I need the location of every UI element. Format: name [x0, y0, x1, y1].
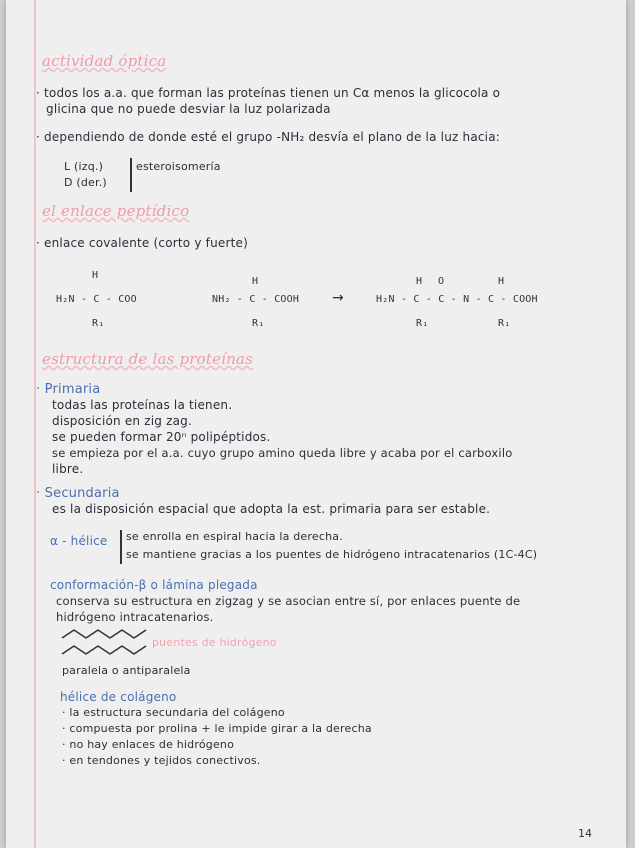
brace: [120, 530, 122, 564]
primaria-label: · Primaria: [36, 382, 101, 397]
bullet-text: glicina que no puede desviar la luz polarizada: [46, 102, 331, 116]
beta-label: conformación-β o lámina plegada: [50, 578, 258, 592]
note-text: esteroisomería: [136, 160, 221, 173]
chem-formula: H₂N - C - COO: [56, 294, 137, 305]
chem-group: R₁: [416, 318, 429, 329]
beta-line: conserva su estructura en zigzag y se asocian entre sí, por enlaces puente de: [56, 594, 521, 608]
primaria-line: se empieza por el a.a. cuyo grupo amino queda libre y acaba por el carboxilo: [52, 446, 513, 460]
section-title-estructura: estructura de las proteínas: [42, 350, 254, 368]
primaria-line: todas las proteínas la tienen.: [52, 398, 233, 412]
alfa-line: se enrolla en espiral hacia la derecha.: [126, 530, 343, 543]
primaria-line: disposición en zig zag.: [52, 414, 192, 428]
chem-atom: H: [252, 276, 259, 287]
notebook-page: [6, 0, 626, 848]
colageno-label: hélice de colágeno: [60, 690, 177, 704]
colageno-line: · no hay enlaces de hidrógeno: [62, 738, 235, 751]
chem-group: R₁: [252, 318, 265, 329]
chem-group: R₁: [92, 318, 105, 329]
brace: [130, 158, 132, 192]
chem-atom: O: [438, 276, 445, 287]
beta-line: hidrógeno intracatenarios.: [56, 610, 214, 624]
alfa-line: se mantiene gracias a los puentes de hidrógeno intracatenarios (1C-4C): [126, 548, 538, 561]
paralela-line: paralela o antiparalela: [62, 664, 191, 677]
section-title-actividad-optica: actividad óptica: [42, 52, 167, 70]
chem-atom: H: [416, 276, 423, 287]
page-number: 14: [578, 827, 592, 840]
colageno-line: · en tendones y tejidos conectivos.: [62, 754, 261, 767]
bullet-text: · dependiendo de donde esté el grupo -NH₂ desvía el plano de la luz hacia:: [36, 130, 501, 144]
alfa-helice-label: α - hélice: [50, 534, 108, 548]
colageno-line: · la estructura secundaria del colágeno: [62, 706, 285, 719]
chem-atom: H: [498, 276, 505, 287]
chem-atom: H: [92, 270, 99, 281]
bullet-text: · enlace covalente (corto y fuerte): [36, 236, 248, 250]
option-d: D (der.): [64, 176, 107, 189]
beta-sheet-zigzag-drawing: [60, 628, 150, 658]
bullet-text: · todos los a.a. que forman las proteínas tienen un Cα menos la glicocola o: [36, 86, 501, 100]
puentes-label: puentes de hidrógeno: [152, 636, 277, 649]
colageno-line: · compuesta por prolina + le impide girar a la derecha: [62, 722, 372, 735]
chem-formula: H₂N - C - C - N - C - COOH: [376, 294, 538, 305]
primaria-line: libre.: [52, 462, 84, 476]
chem-group: R₁: [498, 318, 511, 329]
secundaria-line: es la disposición espacial que adopta la est. primaria para ser estable.: [52, 502, 491, 516]
option-l: L (izq.): [64, 160, 104, 173]
primaria-line: se pueden formar 20ⁿ polipéptidos.: [52, 430, 271, 444]
chem-formula: NH₂ - C - COOH: [212, 294, 300, 305]
margin-line: [34, 0, 36, 848]
secundaria-label: · Secundaria: [36, 486, 120, 501]
reaction-arrow: →: [332, 290, 344, 306]
section-title-enlace-peptidico: el enlace peptídico: [42, 202, 190, 220]
